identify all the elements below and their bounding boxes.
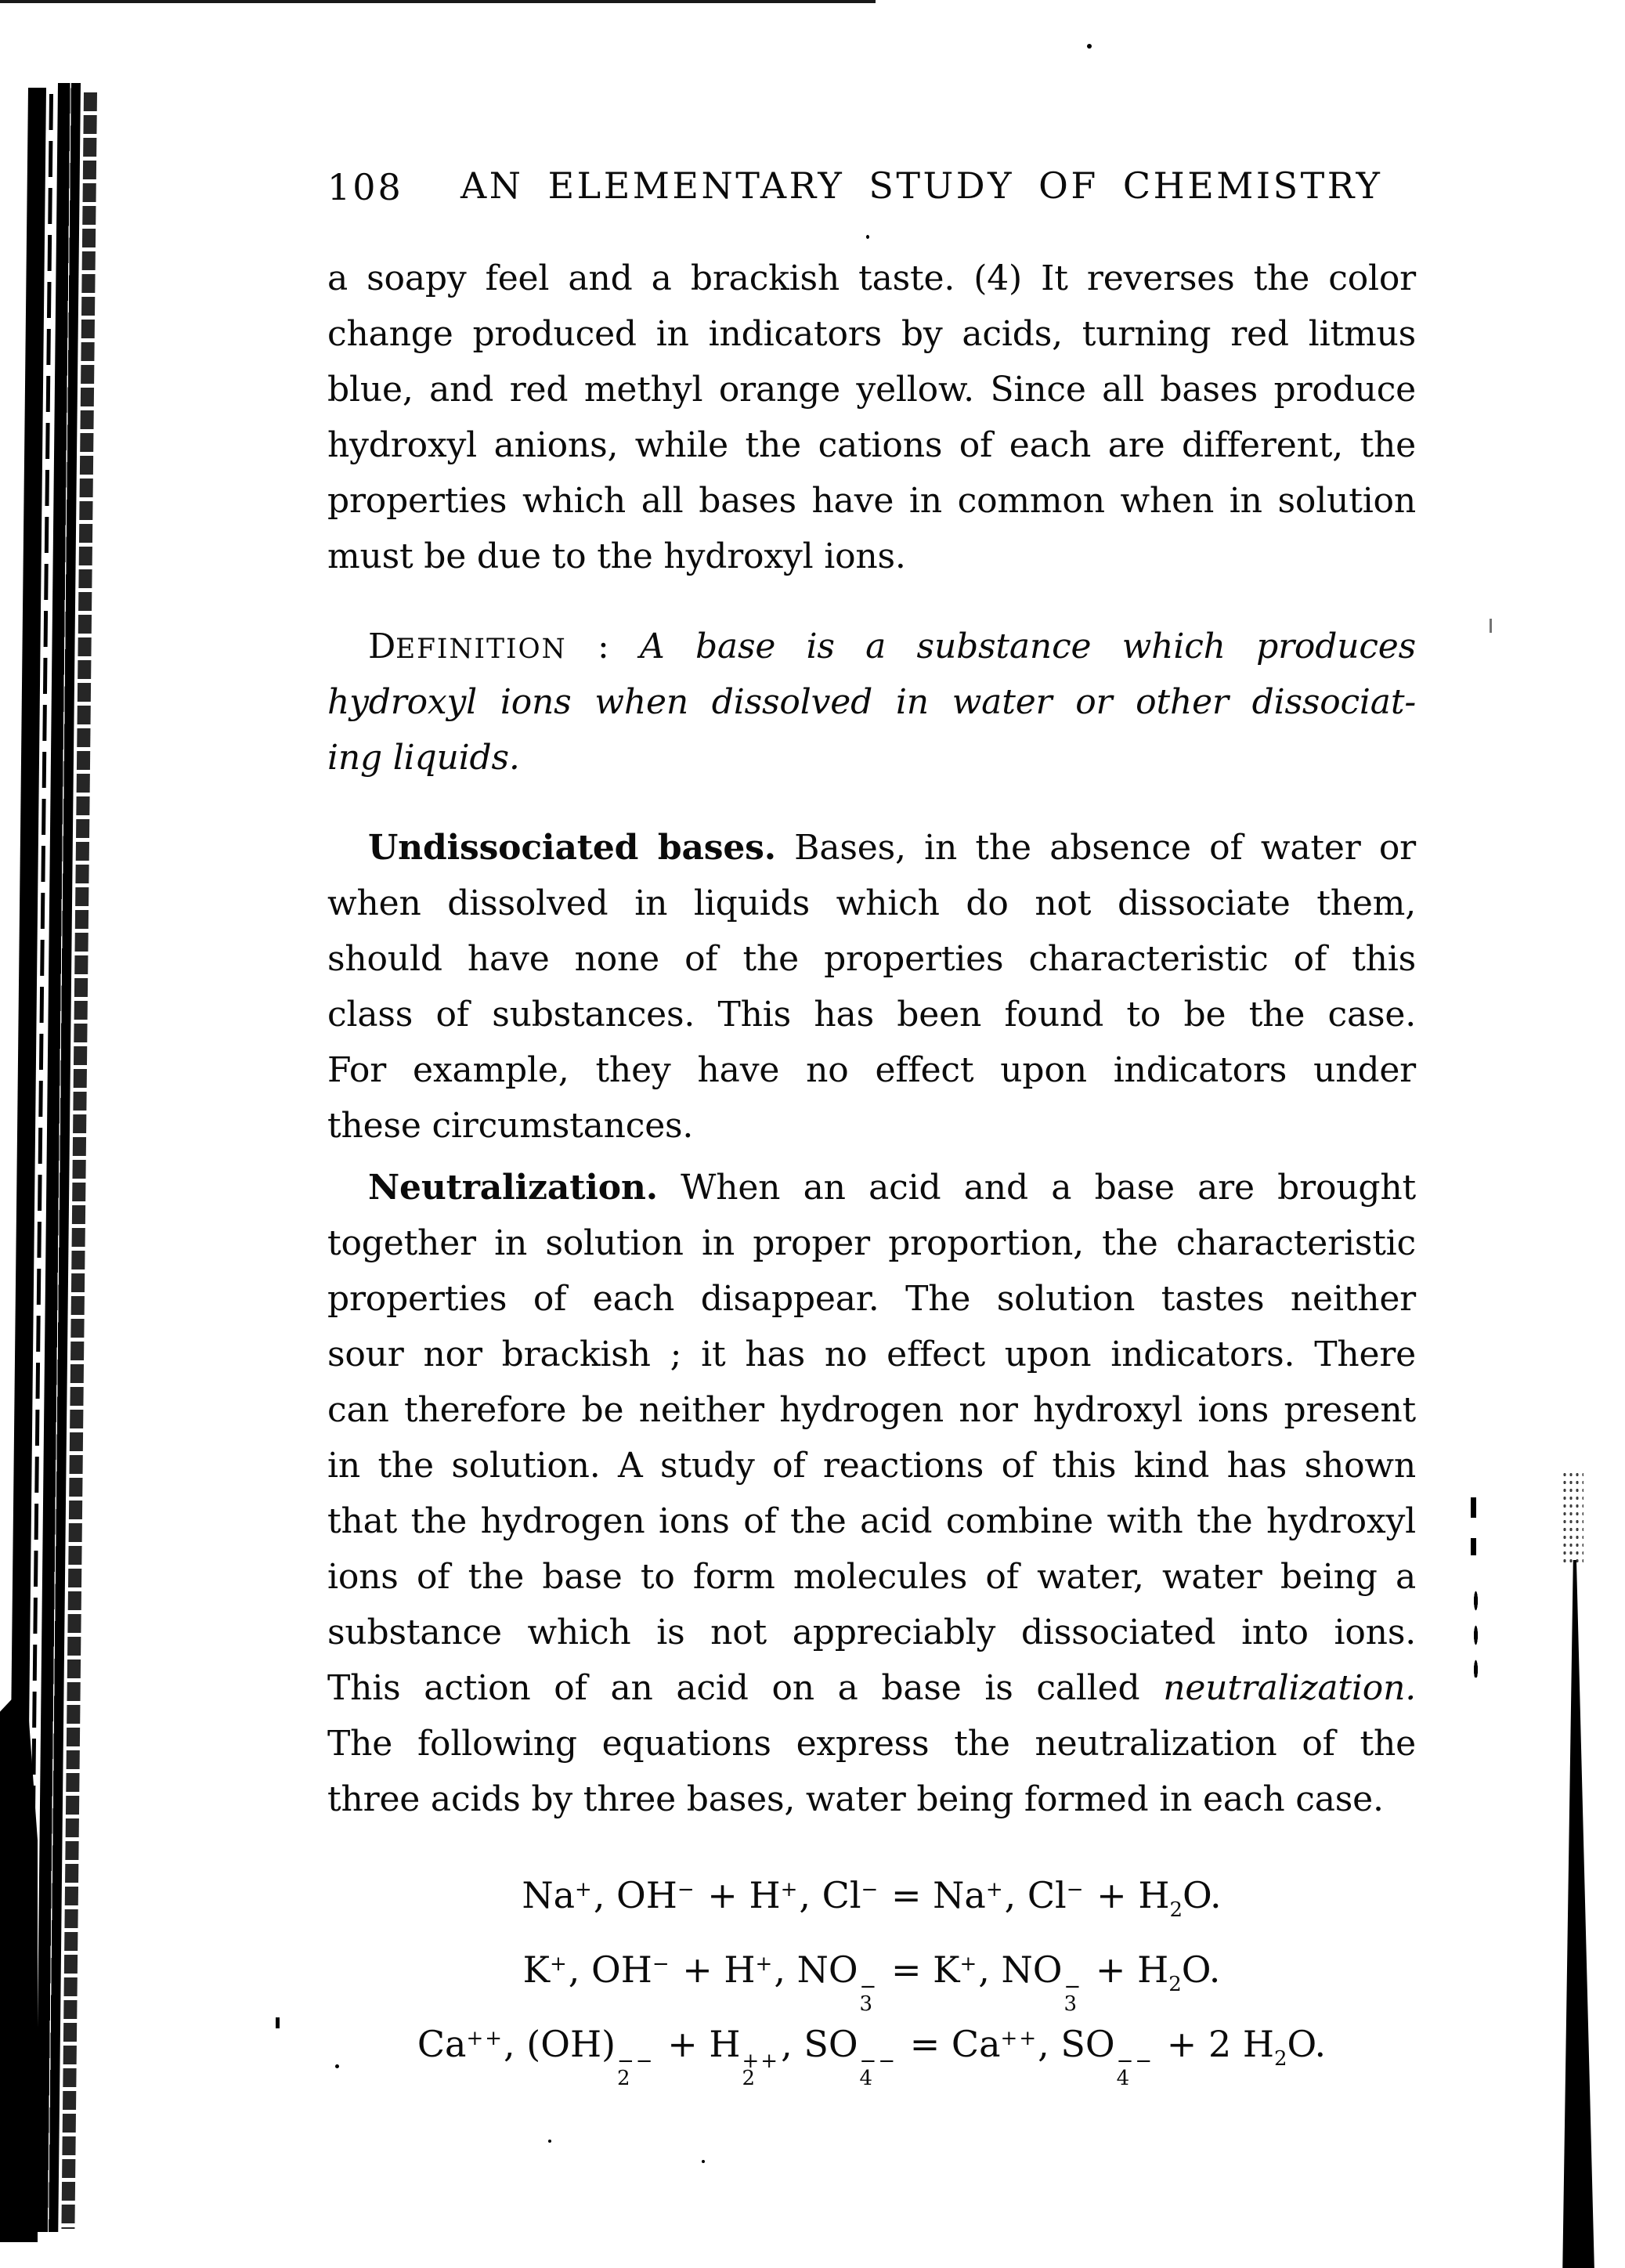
scan-artifact-speck: [702, 2160, 705, 2163]
text-run: neutralization.: [1163, 1668, 1416, 1708]
text-run: together in solution in proper proportion, the characteristic: [327, 1223, 1416, 1263]
text-run: Na: [522, 1874, 576, 1916]
scan-artifact-speck: [1087, 44, 1092, 49]
text-run: +: [755, 1952, 775, 1976]
text-run: that the hydrogen ions of the acid combine with the hydroxyl: [327, 1501, 1416, 1541]
paragraph-neutralization: [327, 1160, 1416, 1827]
text-run: −: [1066, 1878, 1085, 1901]
text-run: For example, they have no effect upon indicators under: [327, 1050, 1416, 1090]
text-line: [327, 417, 1416, 473]
text-run: , NO: [774, 1948, 858, 1991]
text-line: [327, 1382, 1416, 1438]
text-line: [327, 1098, 1416, 1154]
text-run: = K: [879, 1948, 960, 1991]
scan-artifact-speck: [866, 235, 869, 239]
text-run: +: [575, 1878, 594, 1901]
text-run: :: [566, 627, 641, 666]
text-line: [327, 1660, 1416, 1716]
text-run: properties of each disappear. The solution tastes neither: [327, 1279, 1416, 1319]
text-run: class of substances. This has been found to be the case.: [327, 995, 1416, 1035]
text-line: [327, 674, 1416, 730]
paragraph-undissociated-bases: [327, 820, 1416, 1154]
text-line: [327, 362, 1416, 417]
text-run: + 2 H: [1155, 2023, 1274, 2065]
text-run: hydroxyl anions, while the cations of each are different, the: [327, 425, 1416, 465]
text-run: , SO: [781, 2023, 858, 2065]
text-run: 2: [1168, 1973, 1182, 1996]
text-line: [327, 1605, 1416, 1660]
text-line: [327, 820, 1416, 876]
text-line: [327, 1771, 1416, 1827]
page-number: 108: [327, 166, 403, 208]
scan-artifact-speck: [1490, 619, 1492, 633]
scan-artifact-margin-dots: [1472, 1584, 1479, 1678]
text-line: [327, 987, 1416, 1042]
stacked-ion-charge: − 3: [1063, 1975, 1083, 2016]
text-run: = Ca: [898, 2023, 1001, 2065]
text-run: can therefore be neither hydrogen nor hydroxyl ions present: [327, 1390, 1416, 1430]
scan-artifact-binding-bottom-wedge: [0, 1684, 38, 2242]
scan-artifact-top-edge-line: [0, 0, 876, 3]
stacked-ion-charge: − 3: [859, 1975, 879, 2016]
text-line: [327, 1853, 1416, 1927]
text-run: +: [780, 1878, 800, 1901]
text-run: O.: [1181, 1948, 1221, 1991]
text-run: , NO: [978, 1948, 1063, 1991]
text-run: a soapy feel and a brackish taste. (4) It reverses the color: [327, 258, 1416, 298]
text-line: [327, 1438, 1416, 1493]
text-line: [327, 1160, 1416, 1215]
text-run: −: [652, 1952, 671, 1976]
text-run: , Cl: [799, 1874, 861, 1916]
scan-artifact-speck: [548, 2140, 551, 2143]
text-line: [327, 1042, 1416, 1098]
text-line: [327, 251, 1416, 306]
text-run: −: [677, 1878, 696, 1901]
text-run: must be due to the hydroxyl ions.: [327, 536, 906, 576]
text-run: , (OH): [504, 2023, 616, 2065]
text-run: −: [861, 1878, 880, 1901]
text-run: K: [522, 1948, 550, 1991]
scan-artifact-margin-mark: [1471, 1497, 1476, 1518]
text-run: these circumstances.: [327, 1106, 694, 1146]
text-run: 2: [1169, 1898, 1183, 1922]
text-line: [327, 619, 1416, 674]
text-run: The following equations express the neutralization of the: [327, 1724, 1416, 1764]
text-run: D: [368, 627, 396, 666]
text-run: three acids by three bases, water being formed in each case.: [327, 1779, 1384, 1819]
text-line: [327, 876, 1416, 931]
text-line: [327, 1493, 1416, 1549]
paragraph-definition: [327, 619, 1416, 785]
text-line: [327, 473, 1416, 529]
text-run: when dissolved in liquids which do not dissociate them,: [327, 883, 1416, 923]
scan-artifact-margin-mark: [1471, 1538, 1476, 1555]
text-run: in the solution. A study of reactions of this kind has shown: [327, 1446, 1416, 1486]
text-run: ++: [1000, 2027, 1038, 2050]
text-line: [327, 1549, 1416, 1605]
text-run: + H: [1085, 1874, 1170, 1916]
text-run: O.: [1287, 2023, 1327, 2065]
text-run: +: [959, 1952, 979, 1976]
text-run: 2: [1273, 2047, 1287, 2071]
text-line: [327, 1716, 1416, 1771]
text-run: This action of an acid on a base is called: [327, 1668, 1164, 1708]
text-run: + H: [655, 2023, 741, 2065]
text-run: Undissociated bases.: [368, 828, 776, 868]
text-line: [327, 1215, 1416, 1271]
text-run: blue, and red methyl orange yellow. Since all bases produce: [327, 370, 1416, 410]
stacked-ion-charge: −− 2: [617, 2050, 655, 2090]
running-header-title: AN ELEMENTARY STUDY OF CHEMISTRY: [460, 164, 1383, 207]
text-run: +: [549, 1952, 569, 1976]
text-run: + H: [1084, 1948, 1169, 1991]
text-run: hydroxyl ions when dissolved in water or other dissociat-: [327, 682, 1416, 722]
scan-artifact-right-streak: [1557, 1560, 1598, 2268]
text-run: , Cl: [1004, 1874, 1067, 1916]
text-run: Bases, in the absence of water or: [775, 828, 1416, 868]
stacked-ion-charge: ++ 2: [742, 2050, 780, 2090]
text-run: substance which is not appreciably dissociated into ions.: [327, 1613, 1416, 1652]
text-line: [327, 306, 1416, 362]
text-run: ing liquids.: [327, 738, 520, 778]
text-run: properties which all bases have in common when in solution: [327, 481, 1416, 521]
text-line: [327, 2002, 1416, 2090]
stacked-ion-charge: −− 4: [1116, 2050, 1154, 2090]
text-run: ions of the base to form molecules of water, water being a: [327, 1557, 1416, 1597]
text-run: EFINITION: [395, 634, 567, 665]
paragraph-intro: [327, 251, 1416, 584]
text-run: Neutralization.: [368, 1168, 658, 1208]
text-run: , OH: [568, 1948, 652, 1991]
text-run: ++: [466, 2027, 504, 2050]
text-run: O.: [1183, 1874, 1222, 1916]
text-run: +: [985, 1878, 1005, 1901]
text-run: sour nor brackish ; it has no effect upon indicators. There: [327, 1334, 1416, 1374]
stacked-ion-charge: −− 4: [859, 2050, 897, 2090]
scan-artifact-speck: [276, 2017, 280, 2028]
text-run: When an acid and a base are brought: [657, 1168, 1416, 1208]
text-line: [327, 529, 1416, 584]
body-text: [327, 251, 1416, 1827]
text-line: [327, 730, 1416, 785]
text-run: Ca: [417, 2023, 467, 2065]
text-line: [327, 1927, 1416, 2016]
text-line: [327, 931, 1416, 987]
text-run: , SO: [1038, 2023, 1115, 2065]
text-run: change produced in indicators by acids, turning red litmus: [327, 314, 1416, 354]
text-run: + H: [670, 1948, 756, 1991]
text-run: + H: [695, 1874, 781, 1916]
neutralization-equations: [327, 1853, 1416, 2090]
text-run: should have none of the properties characteristic of this: [327, 939, 1416, 979]
text-run: A base is a substance which produces: [640, 627, 1416, 666]
text-run: , OH: [593, 1874, 677, 1916]
text-line: [327, 1327, 1416, 1382]
text-line: [327, 1271, 1416, 1327]
text-run: = Na: [879, 1874, 986, 1916]
scan-artifact-right-speckle: [1562, 1471, 1583, 1563]
